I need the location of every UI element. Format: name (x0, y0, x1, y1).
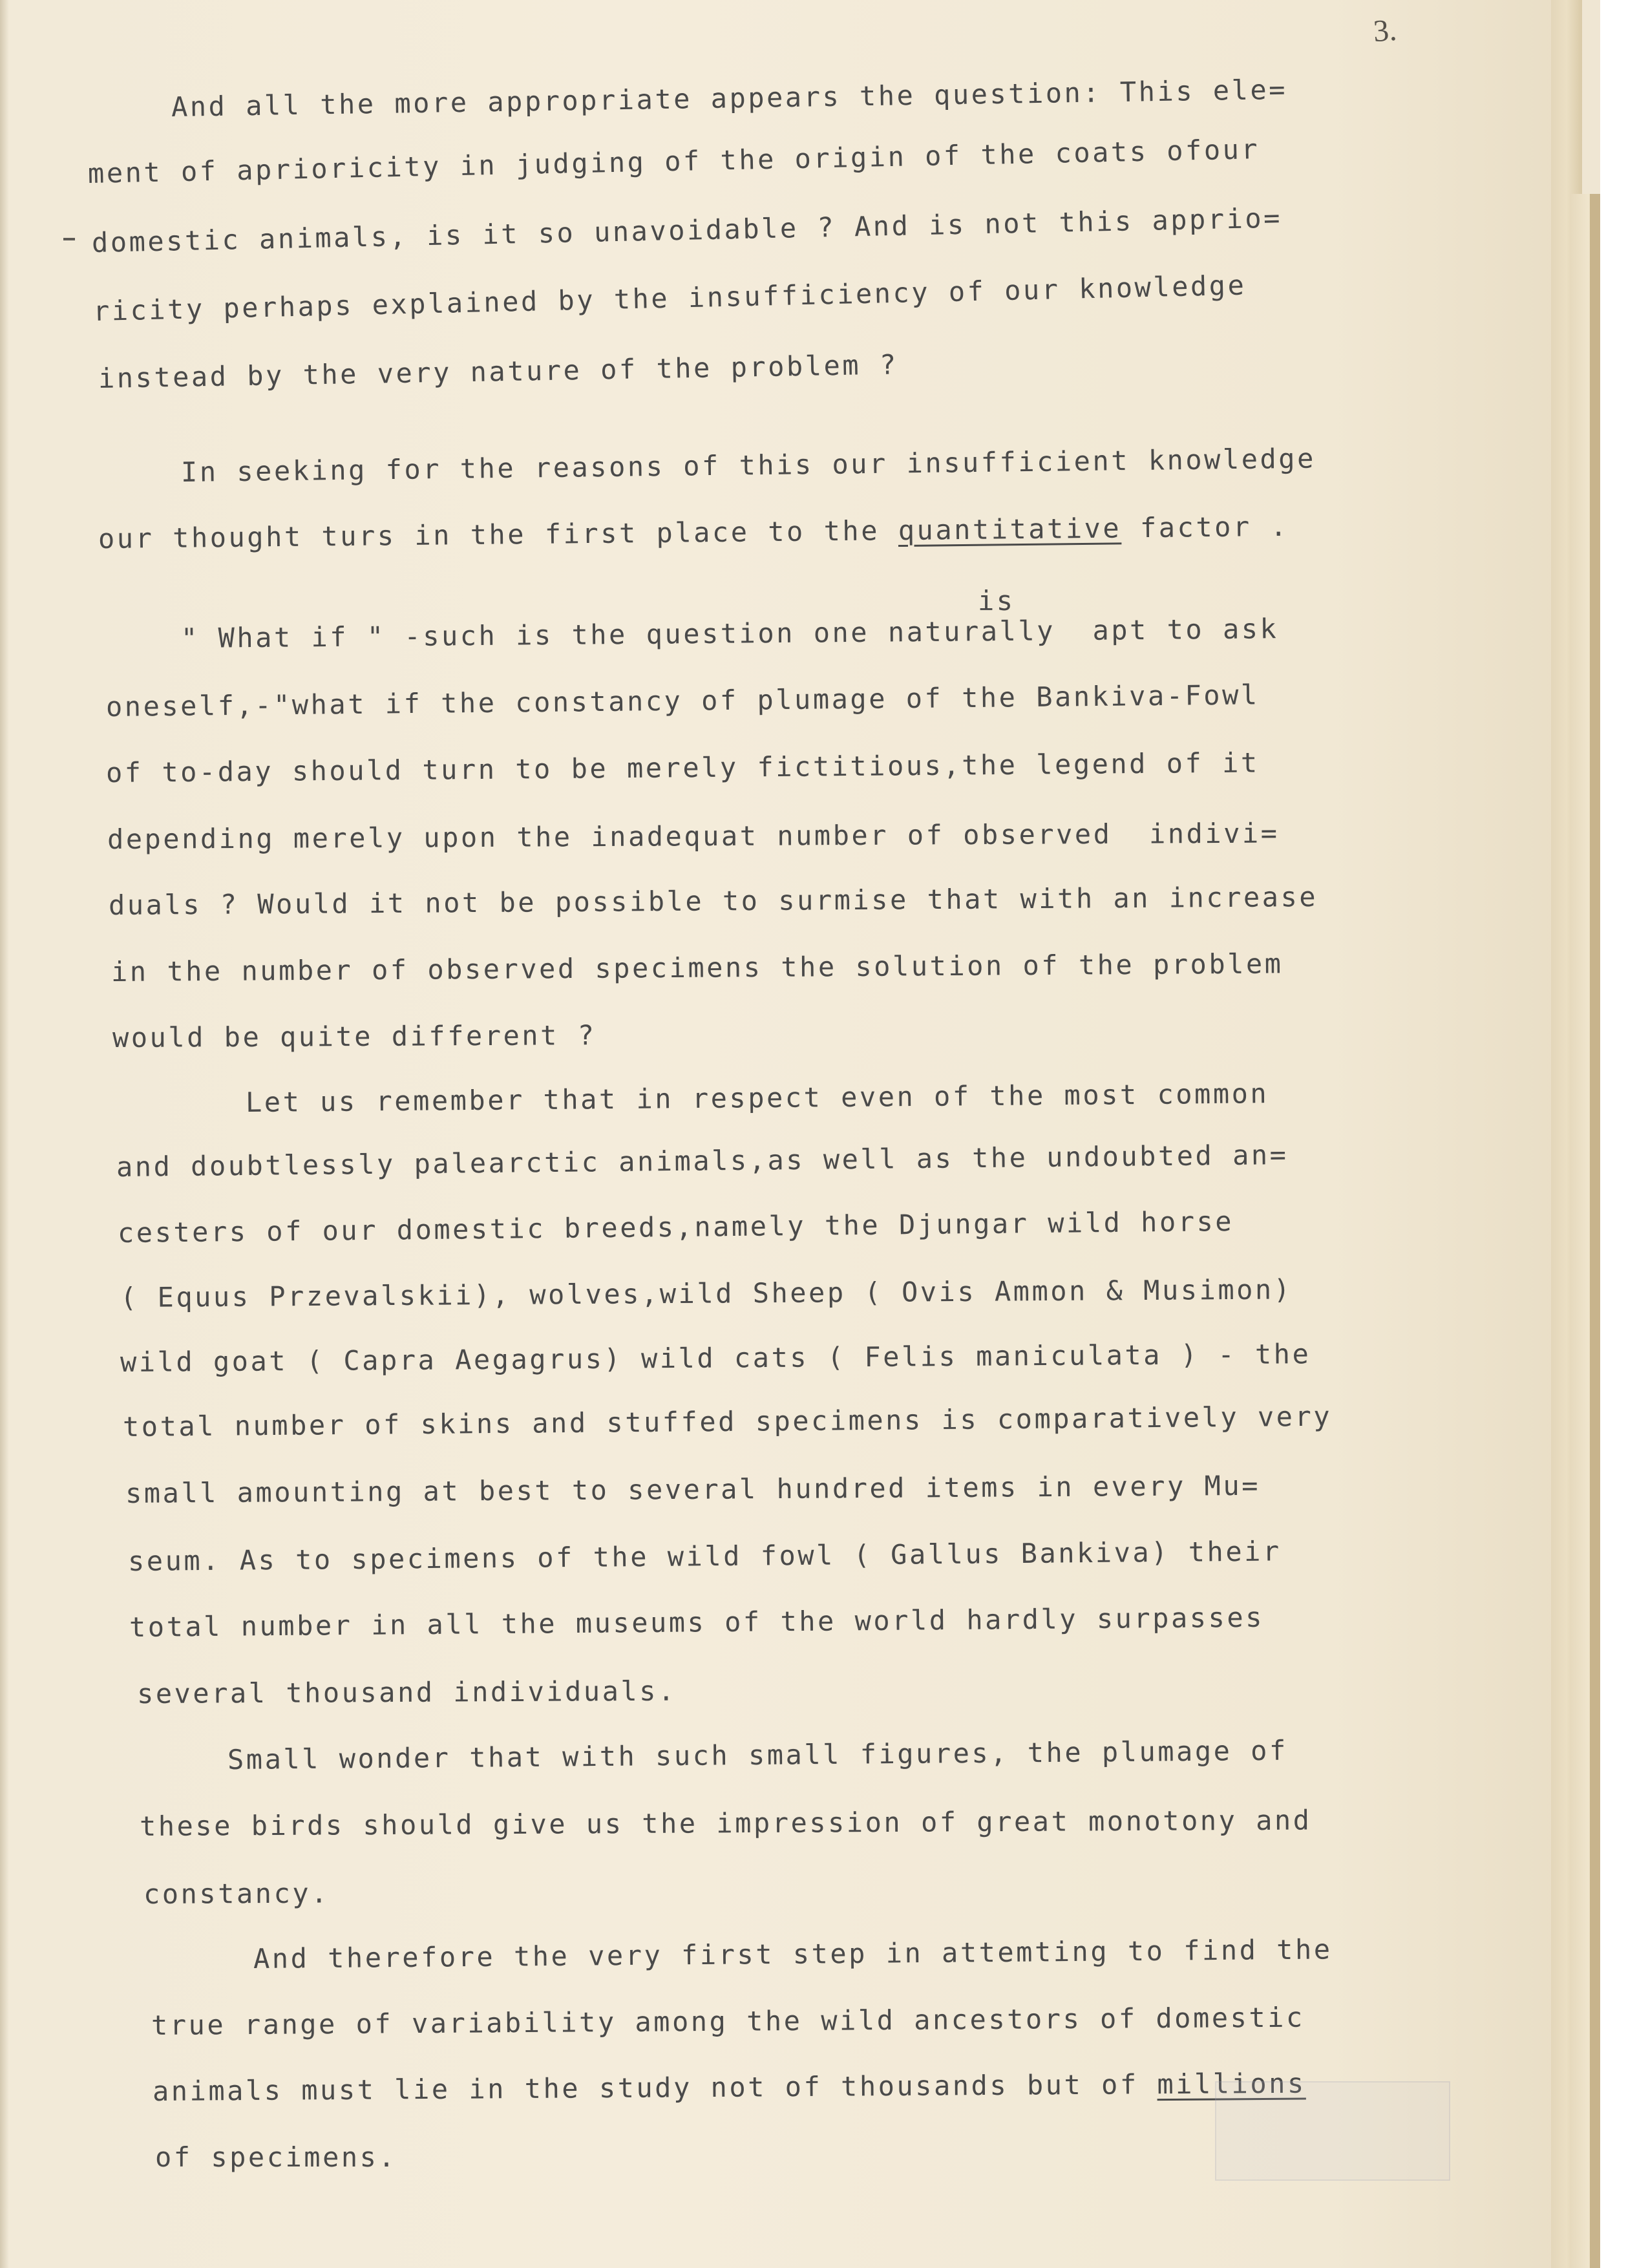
underlined-word: quantitative (898, 512, 1122, 547)
page-edge-shadow (1590, 194, 1600, 2268)
text-run: our thought turs in the first place to the (98, 514, 898, 555)
text-line: of to-day should turn to be merely fictitious,the legend of it (105, 747, 1260, 789)
text-line: total number of skins and stuffed specimens is comparatively very (122, 1400, 1333, 1443)
text-line: constancy. (143, 1877, 330, 1910)
inserted-word: is (978, 585, 1015, 617)
text-line: true range of variability among the wild ancestors of domestic (151, 2001, 1305, 2041)
text-line: instead by the very nature of the problem ? (98, 348, 899, 394)
text-run: factor . (1121, 510, 1289, 544)
background-margin (1600, 0, 1648, 2268)
text-line: small amounting at best to several hundred items in every Mu= (125, 1469, 1261, 1509)
text-line: domestic animals, is it so unavoidable ? And is not this apprio= (91, 202, 1283, 259)
text-line: duals ? Would it not be possible to surmise that with an increase (108, 880, 1318, 921)
text-line: and doubtlessly palearctic animals,as well as the undoubted an= (116, 1139, 1289, 1183)
text-line: of specimens. (155, 2141, 397, 2173)
text-line: several thousand individuals. (136, 1675, 677, 1710)
text-line: ricity perhaps explained by the insufficiency of our knowledge (92, 269, 1247, 327)
text-line: Small wonder that with such small figures, the plumage of (227, 1734, 1288, 1775)
underlined-word: millions (1157, 2067, 1306, 2101)
text-line: in the number of observed specimens the solution of the problem (111, 948, 1284, 988)
text-line: " What if " -such is the question one naturally apt to ask (180, 613, 1279, 654)
page-number: 3. (1372, 12, 1398, 49)
text-line (153, 2067, 1306, 2108)
text-line: And all the more appropriate appears the question: This ele= (171, 73, 1288, 123)
text-line: ( Equus Przevalskii), wolves,wild Sheep ( Ovis Ammon & Musimon) (120, 1273, 1293, 1313)
margin-dash-mark (63, 238, 75, 240)
text-line: cesters of our domestic breeds,namely the Djungar wild horse (117, 1205, 1234, 1249)
text-line (98, 510, 1289, 556)
page-left-shadow (0, 0, 9, 2268)
text-line: depending merely upon the inadequat number of observed indivi= (107, 817, 1280, 855)
text-line: Let us remember that in respect even of the most common (245, 1077, 1269, 1118)
text-line: would be quite different ? (112, 1019, 597, 1054)
text-line: these birds should give us the impression of great monotony and (139, 1804, 1312, 1842)
faint-stamp-mark (1215, 2081, 1450, 2181)
text-line: seum. As to specimens of the wild fowl ( Gallus Bankiva) their (127, 1535, 1282, 1577)
text-line: In seeking for the reasons of this our insufficient knowledge (180, 442, 1316, 488)
text-run: animals must lie in the study not of thousands but of (152, 2068, 1157, 2107)
text-line: ment of aprioricity in judging of the origin of the coats ofour (87, 133, 1260, 189)
text-line: And therefore the very first step in attemting to find the (253, 1933, 1333, 1975)
text-line: oneself,-"what if the constancy of plumage of the Bankiva-Fowl (105, 679, 1260, 723)
text-line: total number in all the museums of the world hardly surpasses (129, 1601, 1265, 1643)
text-line: wild goat ( Capra Aegagrus) wild cats ( Felis maniculata ) - the (120, 1338, 1311, 1378)
